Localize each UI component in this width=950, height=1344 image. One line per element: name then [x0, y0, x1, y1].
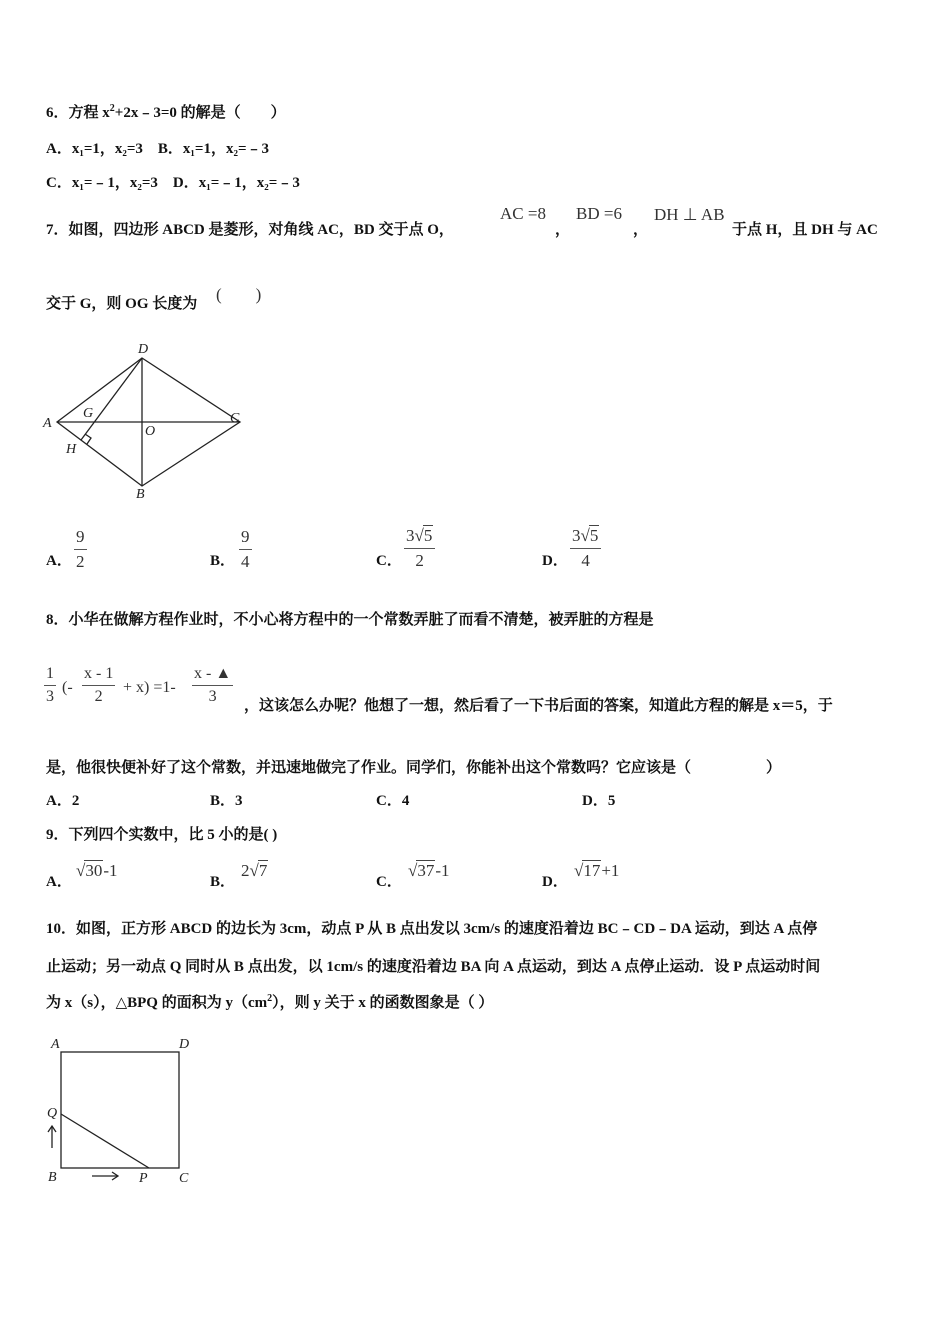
label-d: D [138, 342, 149, 357]
q7-stem-b: 于点 H，且 DH 与 AC [732, 222, 878, 238]
label-a: A [51, 1037, 60, 1052]
label-c: C [230, 411, 240, 426]
q7-stem-c: 交于 G，则 OG 长度为 [46, 296, 198, 312]
q7-math-ac: AC =8 [500, 204, 546, 223]
q8-option-b: B．3 [210, 793, 243, 809]
q7-option-b-letter: B． [210, 553, 236, 569]
label-a: A [43, 416, 52, 431]
q6-options-ab: A．x₁=1，x₂=3 B．x₁=1，x₂=﹣3 [46, 141, 270, 157]
q6-options-cd: C．x₁=﹣1，x₂=3 D．x₁=﹣1，x₂=﹣3 [46, 175, 300, 191]
label-b: B [136, 487, 145, 502]
eq-open: (- [62, 679, 73, 696]
q10-line-3: 为 x（s），△BPQ 的面积为 $y(cm^2)$，则 y 关于 x 的函数图象是（ ） [46, 993, 494, 1011]
q7-math-dh: DH ⊥ AB [654, 205, 725, 224]
eq-frac-3: x - ▲ 3 [194, 665, 232, 705]
q9-option-a-expr: √30-1 [76, 861, 118, 880]
q6-stem: 6．方程 $x^2+2x﹣3=0$ 的解是（ ） [46, 103, 286, 121]
q7-option-b-frac: 9 4 [241, 527, 250, 571]
q7-option-d-frac: 3√5 4 [570, 525, 601, 571]
q8-stem-b: ，这该怎么办呢？他想了一想，然后看了一下书后面的答案，知道此方程的解是 x＝5，于 [244, 698, 833, 714]
label-c: C [179, 1171, 189, 1186]
label-g: G [83, 406, 94, 421]
q9-stem: 9．下列四个实数中，比 5 小的是( ) [46, 827, 278, 843]
q7-paren: ( ) [216, 285, 262, 304]
label-d: D [179, 1037, 190, 1052]
label-q: Q [47, 1106, 58, 1121]
q8-stem-a: 8．小华在做解方程作业时，不小心将方程中的一个常数弄脏了而看不清楚，被弄脏的方程是 [46, 612, 654, 628]
q9-option-d-expr: √17+1 [574, 861, 620, 880]
q7-rhombus-figure [40, 336, 260, 506]
segment-dh [81, 358, 142, 440]
q9-option-c-letter: C． [376, 874, 402, 890]
q10-square-figure [40, 1030, 210, 1190]
eq-frac-1: 1 3 [46, 665, 54, 705]
q10-line-2: 止运动；另一动点 Q 同时从 B 点出发，以 1cm/s 的速度沿着边 BA 向 A 点运动，到达 A 点停止运动．设 P 点运动时间 [46, 959, 821, 975]
q7-option-c-frac: 3√5 2 [404, 525, 435, 571]
label-o: O [145, 424, 156, 439]
q7-option-d-letter: D． [542, 553, 568, 569]
q7-option-a-letter: A． [46, 553, 72, 569]
q9-option-a-letter: A． [46, 874, 72, 890]
label-h: H [66, 442, 77, 457]
q9-option-d-letter: D． [542, 874, 568, 890]
q7-comma-2: ， [633, 222, 649, 238]
right-angle-mark [85, 434, 91, 444]
eq-frac-2: x - 1 2 [84, 665, 114, 705]
label-p: P [139, 1171, 148, 1186]
q7-math-bd: BD =6 [576, 204, 622, 223]
q8-option-c: C．4 [376, 793, 410, 809]
q7-option-c-letter: C． [376, 553, 402, 569]
q8-stem-c: 是，他很快便补好了这个常数，并迅速地做完了作业。同学们，你能补出这个常数吗？它应该是（ ） [46, 760, 782, 776]
q9-option-b-expr: 2√7 [241, 861, 268, 880]
q9-option-b-letter: B． [210, 874, 236, 890]
q10-line-1: 10．如图，正方形 ABCD 的边长为 3cm，动点 P 从 B 点出发以 3cm/s 的速度沿着边 BC﹣CD﹣DA 运动，到达 A 点停 [46, 921, 818, 937]
q7-comma-1: ， [555, 222, 571, 238]
label-b: B [48, 1170, 57, 1185]
q8-option-a: A．2 [46, 793, 80, 809]
q7-stem-a: 7．如图，四边形 ABCD 是菱形，对角线 AC，BD 交于点 O， [46, 222, 454, 238]
segment-qp [61, 1114, 149, 1168]
q7-option-a-frac: 9 2 [76, 527, 85, 571]
q9-option-c-expr: √37-1 [408, 861, 450, 880]
eq-mid: + x) =1- [123, 679, 176, 696]
q8-option-d: D．5 [582, 793, 616, 809]
q8-equation [44, 665, 244, 715]
